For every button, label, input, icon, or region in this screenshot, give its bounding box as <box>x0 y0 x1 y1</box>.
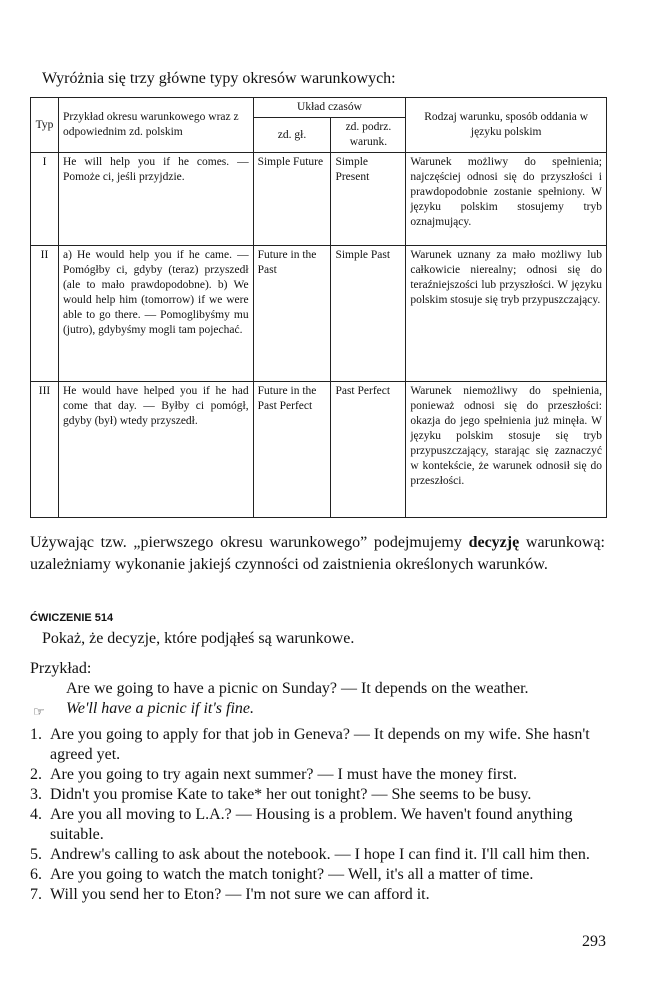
example-answer: We'll have a picnic if it's fine. <box>66 700 254 717</box>
paragraph-decision <box>30 532 605 576</box>
table-header-row <box>31 98 607 118</box>
row-main-tense: Simple Future <box>253 153 331 246</box>
header-main-clause: zd. gł. <box>253 118 331 153</box>
intro-text: Wyróżnia się trzy główne typy okresów warunkowych: <box>42 70 396 87</box>
list-item: 6. Are you going to watch the match tonight? — Well, it's all a matter of time. <box>30 866 534 883</box>
header-example: Przykład okresu warunkowego wraz z odpowiednim zd. polskim <box>58 98 253 153</box>
row-typ: I <box>31 153 59 246</box>
page-number: 293 <box>582 933 606 950</box>
row-main-tense: Future in the Past <box>253 246 331 382</box>
row-sub-tense: Simple Past <box>331 246 406 382</box>
table-row <box>31 382 607 518</box>
exercise-instruction: Pokaż, że decyzje, które podjąłeś są warunkowe. <box>42 630 355 647</box>
row-kind: Warunek uznany za mało możliwy lub całkowicie nierealny; odnosi się do teraźniejszości lub przyszłości. W języku polskim stosuje się tryb przypuszczający. <box>406 246 607 382</box>
row-sub-tense: Simple Present <box>331 153 406 246</box>
row-typ: II <box>31 246 59 382</box>
list-item: 1. Are you going to apply for that job in Geneva? — It depends on my wife. She hasn't agreed yet. <box>30 726 590 763</box>
list-item: 7. Will you send her to Eton? — I'm not sure we can afford it. <box>30 886 430 903</box>
list-item: 2. Are you going to try again next summer? — I must have the money first. <box>30 766 518 783</box>
paragraph-before: Używając tzw. „pierwszego okresu warunkowego” podejmujemy <box>30 534 469 551</box>
list-item: 4. Are you all moving to L.A.? — Housing is a problem. We haven't found anything suitable. <box>30 806 573 843</box>
example-question: Are we going to have a picnic on Sunday? — It depends on the weather. <box>66 680 529 697</box>
row-sub-tense: Past Perfect <box>331 382 406 518</box>
list-item: 3. Didn't you promise Kate to take* her out tonight? — She seems to be busy. <box>30 786 532 803</box>
row-example: a) He would help you if he came. — Pomógłby ci, gdyby (teraz) przyszedł (ale to mało prawdopodobne). b) We would help him (tomorrow) if we were able to go there. — Pomoglibyśmy mu (jutro), gdybyśmy mogli tam pojechać. <box>58 246 253 382</box>
exercise-list <box>30 725 606 905</box>
conditional-types-table <box>30 97 607 518</box>
pointing-hand-icon: ☞ <box>33 704 45 719</box>
table-row <box>31 246 607 382</box>
header-tense-group: Układ czasów <box>253 98 406 118</box>
row-example: He would have helped you if he had come that day. — Byłby ci pomógł, gdyby (był) wtedy przyszedł. <box>58 382 253 518</box>
example-label: Przykład: <box>30 660 92 677</box>
row-typ: III <box>31 382 59 518</box>
list-item: 5. Andrew's calling to ask about the notebook. — I hope I can find it. I'll call him then. <box>30 846 590 863</box>
row-kind: Warunek możliwy do spełnienia; najczęściej odnosi się do przyszłości i prawdopodobnie zostanie spełniony. W języku polskim stosujemy tryb oznajmujący. <box>406 153 607 246</box>
header-typ: Typ <box>31 98 59 153</box>
paragraph-after: warunkową: uzależniamy wykonanie jakiejś czynności od zaistnienia określonych warunków. <box>30 534 605 573</box>
header-sub-clause: zd. podrz. warunk. <box>331 118 406 153</box>
row-main-tense: Future in the Past Perfect <box>253 382 331 518</box>
table-row <box>31 153 607 246</box>
exercise-title: ĆWICZENIE 514 <box>30 612 114 624</box>
header-kind: Rodzaj warunku, sposób oddania w języku polskim <box>406 98 607 153</box>
paragraph-bold: decyzję <box>468 534 520 551</box>
row-example: He will help you if he comes. — Pomoże ci, jeśli przyjdzie. <box>58 153 253 246</box>
row-kind: Warunek niemożliwy do spełnienia, ponieważ odnosi się do przeszłości: okazja do jego spełnienia już minęła. W języku polskim stosuje się tryb przypuszczający, starając się zaznaczyć w kontekście, że warunek odnosił się do przeszłości. <box>406 382 607 518</box>
